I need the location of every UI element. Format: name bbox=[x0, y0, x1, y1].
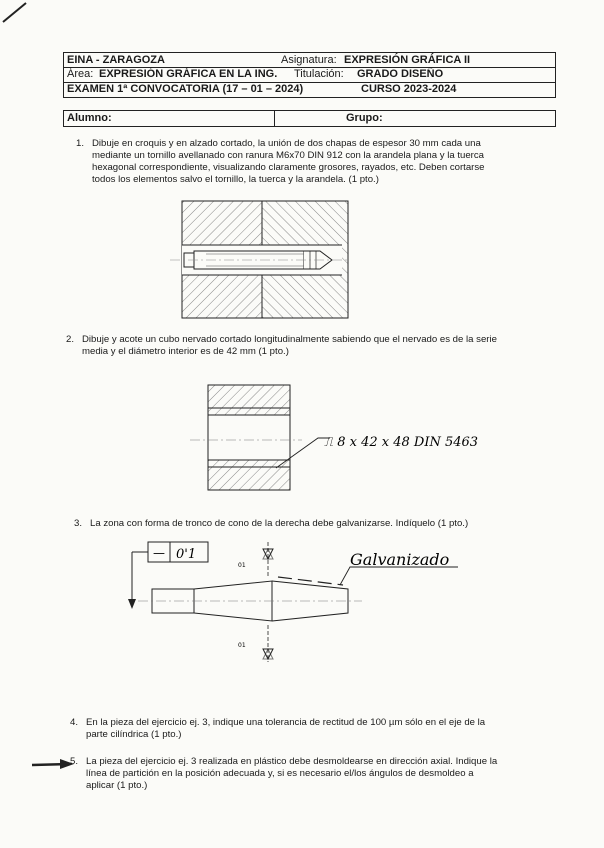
question-4 bbox=[70, 717, 556, 741]
question-line: Dibuje y acote un cubo nervado cortado longitudinalmente sabiendo que el nervado es de la serie bbox=[82, 334, 497, 345]
question-line: Dibuje en croquis y en alzado cortado, la unión de dos chapas de espesor 30 mm cada una bbox=[92, 138, 481, 149]
question-line: aplicar (1 pto.) bbox=[86, 780, 148, 791]
question-number: 2. bbox=[66, 334, 75, 345]
question-line: En la pieza del ejercicio ej. 3, indique una tolerancia de rectitud de 100 µm sólo en el eje de la bbox=[86, 717, 486, 728]
pen-mark bbox=[0, 0, 30, 24]
question-number: 3. bbox=[74, 518, 83, 529]
exam-header bbox=[63, 52, 556, 98]
institution: EINA - ZARAGOZA bbox=[67, 54, 165, 66]
question-line: mediante un tornillo avellanado con ranura M6x70 DIN 912 con la arandela plana y la tuerca bbox=[92, 150, 484, 161]
degree: GRADO DISEÑO bbox=[357, 68, 444, 80]
question-line: línea de partición en la posición adecuada y, si es necesario el/los ángulos de desmoldeo a bbox=[86, 768, 474, 779]
galvanized-note: Galvanizado bbox=[350, 550, 450, 569]
truncated-cone-drawing bbox=[118, 537, 478, 672]
question-line: todos los elementos salvo el tornillo, la tuerca y la arandela. (1 pto.) bbox=[92, 174, 379, 185]
tolerance-symbol: — bbox=[153, 546, 165, 560]
question-line: parte cilíndrica (1 pto.) bbox=[86, 729, 182, 740]
subject: EXPRESIÓN GRÁFICA II bbox=[344, 54, 471, 66]
course: CURSO 2023-2024 bbox=[361, 83, 457, 95]
splined-hub-drawing bbox=[190, 380, 520, 495]
question-line: La zona con forma de tronco de cono de la derecha debe galvanizarse. Indíquelo (1 pto.) bbox=[90, 518, 469, 529]
question-line: hexagonal correspondiente, visualizando claramente grosores, rayados, etc. Deben cortarse bbox=[92, 162, 485, 173]
area: EXPRESIÓN GRÁFICA EN LA ING. bbox=[99, 68, 278, 80]
tolerance-value: 0'1 bbox=[176, 547, 197, 562]
section-mark-bottom: 01 bbox=[238, 642, 246, 649]
question-number: 5. bbox=[70, 756, 79, 767]
question-line: media y el diámetro interior es de 42 mm (1 pto.) bbox=[82, 346, 289, 357]
question-1 bbox=[76, 138, 552, 186]
spline-note: ⎍ 8 x 42 x 48 DIN 5463 bbox=[324, 435, 479, 450]
question-line: La pieza del ejercicio ej. 3 realizada en plástico debe desmoldearse en dirección axial. Indique la bbox=[86, 756, 498, 767]
question-number: 4. bbox=[70, 717, 79, 728]
subject-label: Asignatura: bbox=[281, 54, 337, 66]
group-label: Grupo: bbox=[346, 112, 383, 124]
section-mark-top: 01 bbox=[238, 562, 246, 569]
question-number: 1. bbox=[76, 138, 85, 149]
student-row bbox=[63, 110, 556, 127]
exam-title: EXAMEN 1ª CONVOCATORIA (17 – 01 – 2024) bbox=[67, 83, 304, 95]
area-label: Área: bbox=[67, 68, 94, 80]
question-3 bbox=[74, 518, 550, 530]
question-2 bbox=[66, 334, 552, 358]
bolted-joint-drawing bbox=[170, 195, 360, 325]
question-5 bbox=[70, 756, 556, 792]
degree-label: Titulación: bbox=[294, 68, 344, 80]
student-name-label: Alumno: bbox=[67, 112, 112, 124]
